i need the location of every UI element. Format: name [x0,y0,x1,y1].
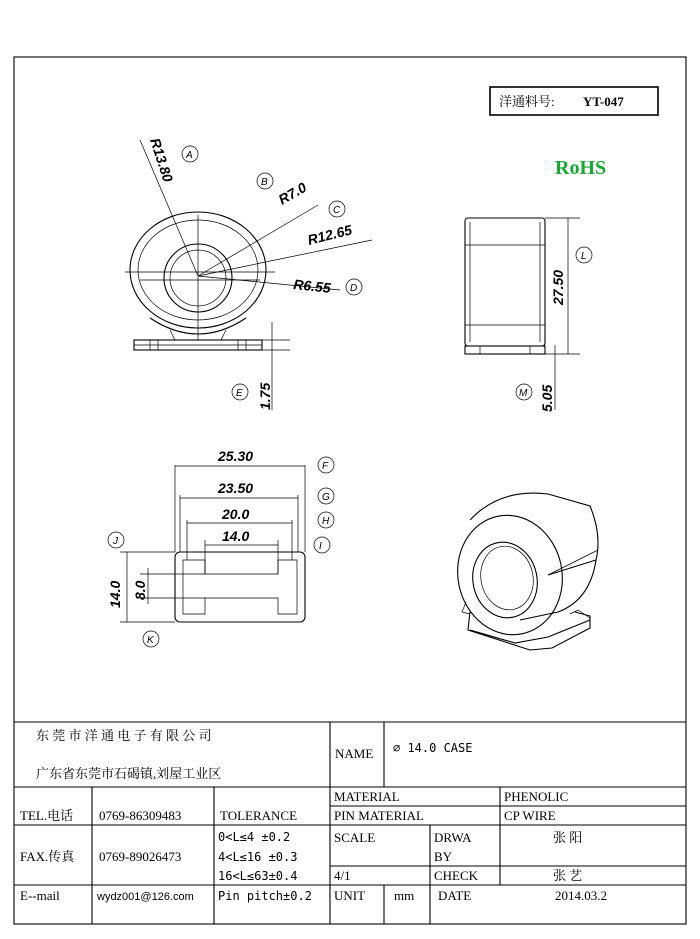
callout-e: E [236,388,243,399]
check-label: CHECK [434,868,479,883]
callout-a: A [186,150,193,161]
callout-m: M [519,388,528,399]
email-label: E--mail [20,888,60,903]
dim-20: 20.0 [222,506,250,522]
tel-label: TEL.电话 [20,808,74,823]
tel-value: 0769-86309483 [99,808,182,823]
pin-material-label: PIN MATERIAL [334,808,424,823]
dim-r12-65: R12.65 [305,221,354,248]
callout-d: D [350,283,358,294]
dim-23-50: 23.50 [218,480,254,496]
pin-material-value: CP WIRE [504,808,556,823]
fax-label: FAX.传真 [20,849,75,864]
side-view [465,218,592,412]
company-name: 东 莞 市 洋 通 电 子 有 限 公 司 [36,728,212,743]
drawn-by-label-1: DRWA [434,830,472,845]
iso-hole-inner [475,541,539,614]
material-label: MATERIAL [334,789,400,804]
callout-f: F [322,461,329,472]
callout-k: K [147,635,154,646]
dim-1-75: 1.75 [257,382,273,410]
tolerance-row-4: Pin pitch±0.2 [218,889,312,903]
callout-l: L [581,251,587,262]
tolerance-row-3: 16<L≤63±0.4 [218,869,298,883]
dim-v8: 8.0 [132,580,148,600]
name-label: NAME [335,746,374,761]
leader-r12-65 [198,240,372,276]
isometric-view [447,493,598,650]
dim-5-05: 5.05 [539,384,555,412]
callout-g: G [322,492,330,503]
iso-pin-right [570,610,590,618]
callout-b: B [261,177,268,188]
dim-27-50: 27.50 [550,269,566,305]
scale-value: 4/1 [334,868,351,883]
drawn-by-value: 张 阳 [553,830,583,845]
dim-r6-55: R6.55 [292,276,332,296]
dim-14: 14.0 [222,528,250,544]
iso-front-face [447,505,574,644]
unit-label: UNIT [334,888,366,903]
email-value: wydz001@126.com [97,891,194,903]
front-base-leg-r [221,330,226,340]
tolerance-label: TOLERANCE [220,808,298,823]
unit-value: mm [394,888,415,903]
rohs-mark: RoHS [555,157,607,179]
title-block [14,722,686,924]
callout-j: J [113,536,118,547]
date-label: DATE [438,888,472,903]
company-address: 广东省东莞市石碣镇,刘屋工业区 [36,766,222,781]
part-number-label: 洋通料号: [499,94,555,109]
front-base-leg-l [170,330,175,340]
check-value: 张 艺 [553,868,583,883]
side-body [465,218,545,346]
side-base [465,346,545,354]
callout-i: I [319,541,322,552]
fax-value: 0769-89026473 [99,849,182,864]
iso-body-top [470,493,598,575]
bottom-cutout [183,560,297,614]
tolerance-row-1: 0<L≤4 ±0.2 [218,830,291,844]
name-value: ∅ 14.0 CASE [393,741,473,755]
callout-h: H [322,516,330,527]
bottom-outline [175,552,305,622]
bottom-view [107,448,334,647]
date-value: 2014.03.2 [555,888,607,903]
callout-c: C [333,205,341,216]
front-view [125,136,372,410]
dim-r7: R7.0 [275,178,310,208]
dim-25-30: 25.30 [218,448,254,464]
drawn-by-label-2: BY [434,849,453,864]
dim-r13-80: R13.80 [147,135,177,184]
dim-v14: 14.0 [107,580,123,608]
material-value: PHENOLIC [504,789,569,804]
part-number-value: YT-047 [583,94,624,109]
tolerance-row-2: 4<L≤16 ±0.3 [218,850,298,864]
iso-body-edge [548,550,598,575]
iso-hole-outer [466,536,544,624]
callout-i-circle [314,537,330,553]
scale-label: SCALE [334,830,376,845]
